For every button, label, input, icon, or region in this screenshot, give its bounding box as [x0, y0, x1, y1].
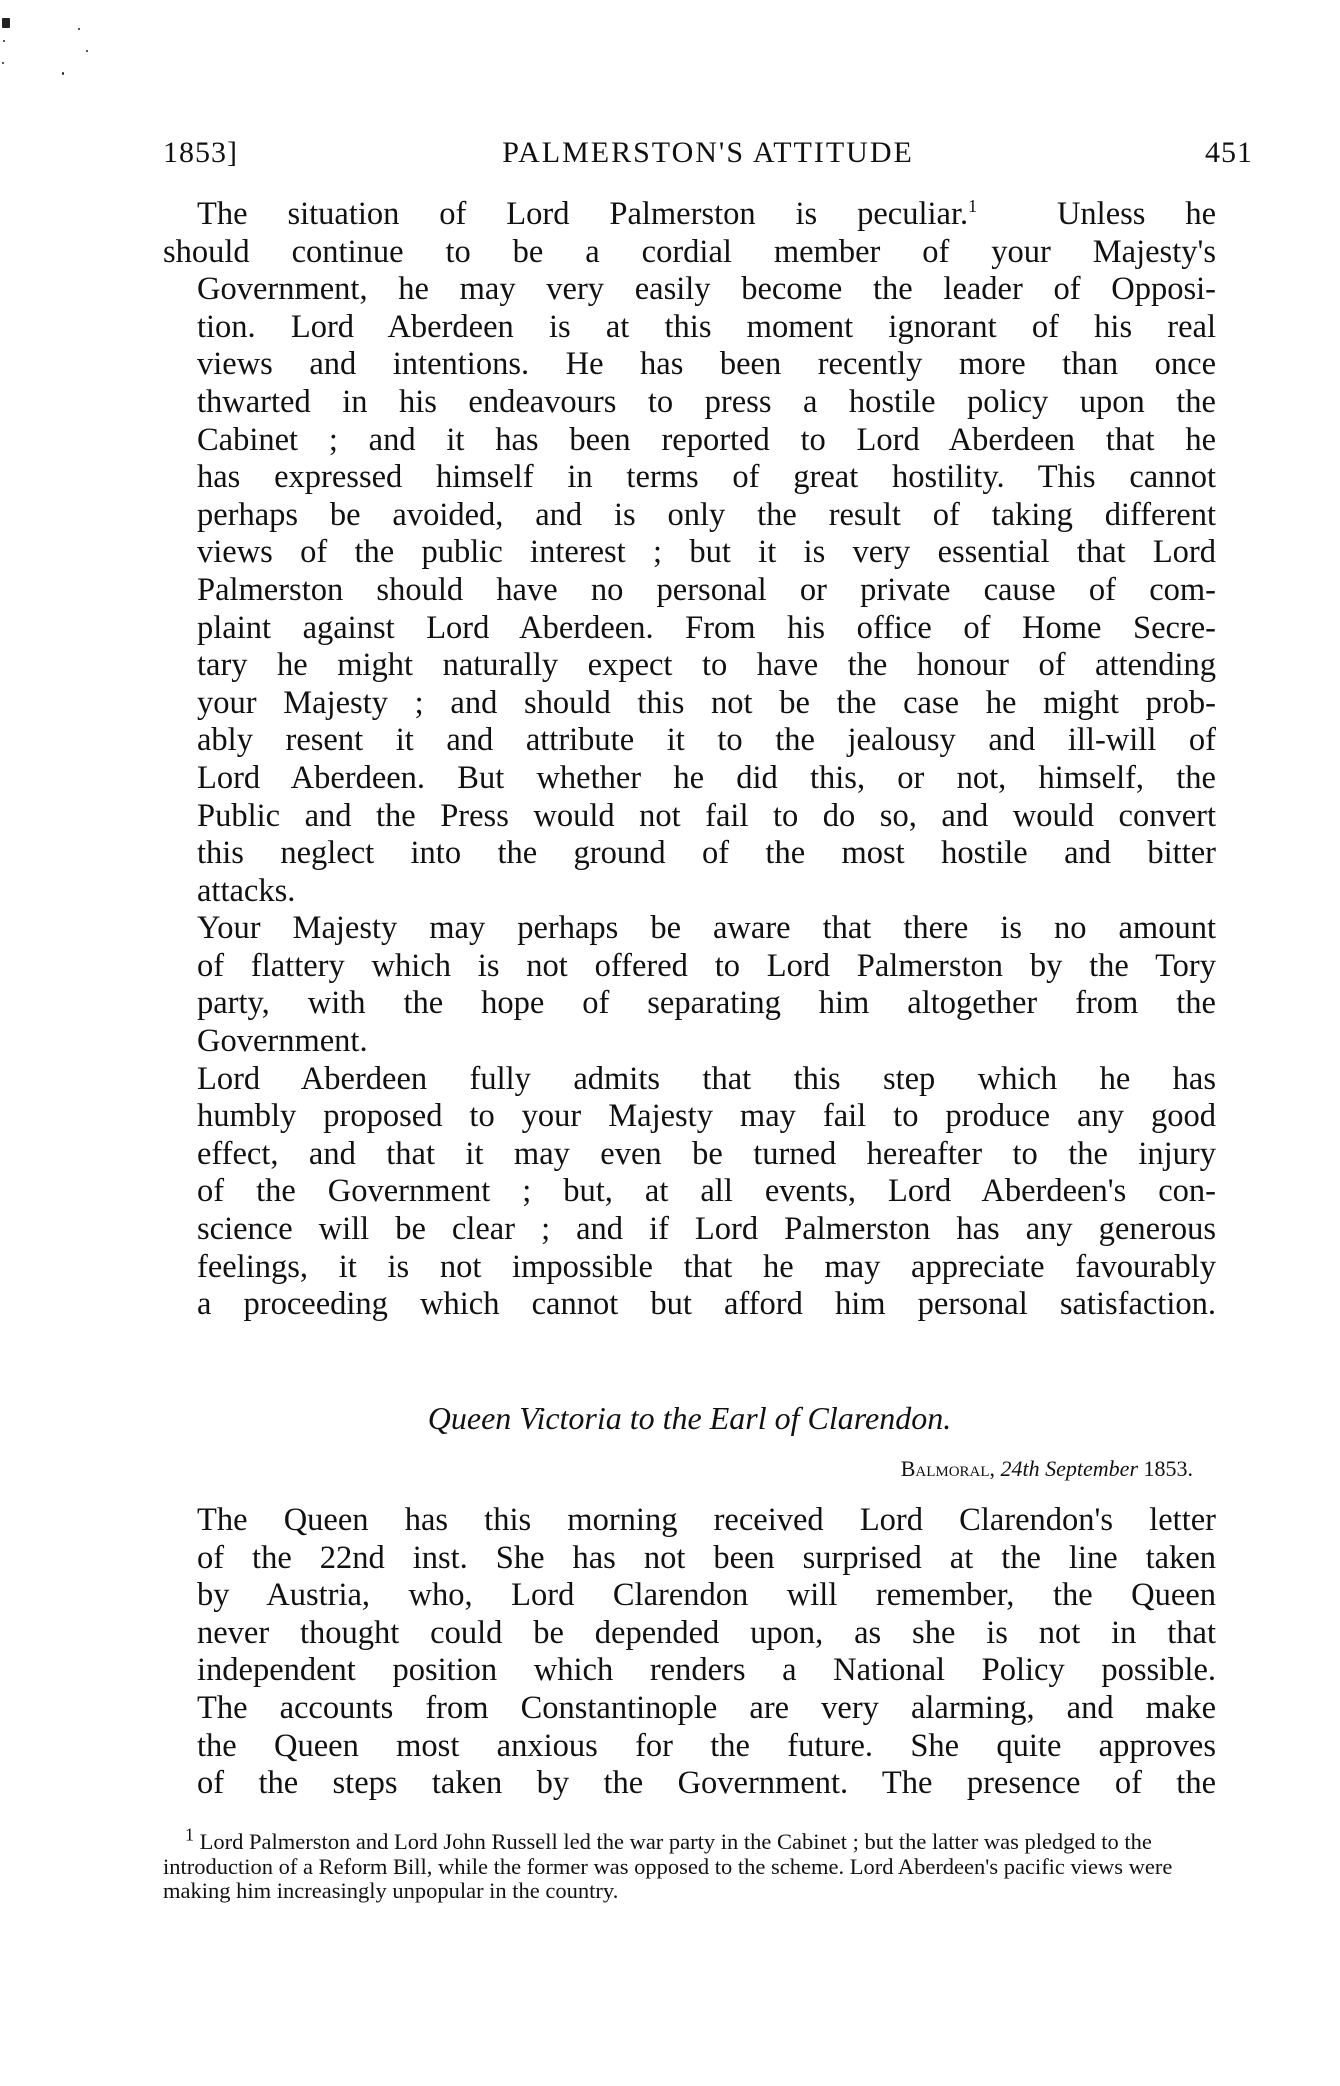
running-header: [163, 136, 1253, 176]
text-line: views and intentions. He has been recently more than once: [197, 346, 1216, 383]
text-line: Palmerston should have no personal or private cause of com-: [197, 571, 1216, 608]
text-line: attacks.: [197, 872, 296, 909]
text-line: Lord Aberdeen fully admits that this step which he has: [197, 1060, 1216, 1097]
text-line: this neglect into the ground of the most hostile and bitter: [197, 835, 1216, 872]
text-line: perhaps be avoided, and is only the result of taking different: [197, 496, 1216, 533]
text-line: Public and the Press would not fail to do so, and would convert: [197, 797, 1216, 834]
text-line: party, with the hope of separating him altogether from the: [197, 985, 1216, 1022]
scan-artifact: [78, 28, 80, 30]
paragraph: [163, 1502, 1216, 1803]
text-line: should continue to be a cordial member of your Majesty's: [163, 233, 1216, 270]
text-line: Your Majesty may perhaps be aware that there is no amount: [197, 910, 1216, 947]
paragraph: [163, 910, 1216, 1060]
header-title: PALMERSTON'S ATTITUDE: [502, 136, 914, 169]
header-year: 1853]: [163, 136, 238, 169]
letter-heading: Queen Victoria to the Earl of Clarendon.: [427, 1400, 952, 1436]
text-line: of flattery which is not offered to Lord Palmerston by the Tory: [197, 947, 1216, 984]
text-line: by Austria, who, Lord Clarendon will remember, the Queen: [197, 1577, 1216, 1614]
text-line: a proceeding which cannot but afford him personal satisfaction.: [197, 1286, 1216, 1323]
text-line: The Queen has this morning received Lord Clarendon's letter: [197, 1502, 1216, 1538]
text-line: the Queen most anxious for the future. She quite approves: [197, 1727, 1216, 1764]
text-line: tion. Lord Aberdeen is at this moment ignorant of his real: [197, 308, 1216, 345]
dateline-date: 24th September: [1000, 1456, 1138, 1481]
paragraph: [163, 1061, 1216, 1324]
text-line: The situation of Lord Palmerston is peculiar.$^1$ Unless he: [197, 196, 1216, 232]
text-line: plaint against Lord Aberdeen. From his office of Home Secre-: [197, 609, 1216, 646]
text-line: Cabinet ; and it has been reported to Lord Aberdeen that he: [197, 421, 1216, 458]
footnote-marker: 1: [185, 1824, 194, 1845]
footnote: [163, 1824, 1216, 1904]
text-line: Lord Aberdeen. But whether he did this, or not, himself, the: [197, 759, 1216, 796]
text-line: tary he might naturally expect to have the honour of attending: [197, 647, 1216, 684]
text-line: feelings, it is not impossible that he may appreciate favourably: [197, 1248, 1216, 1285]
letter-dateline: [163, 1456, 1193, 1482]
text-line: never thought could be depended upon, as she is not in that: [197, 1614, 1216, 1651]
scan-artifact: [3, 40, 5, 42]
text-line: independent position which renders a National Policy possible.: [197, 1652, 1216, 1689]
text-line: science will be clear ; and if Lord Palmerston has any generous: [197, 1211, 1216, 1248]
text-line: The accounts from Constantinople are very alarming, and make: [197, 1689, 1216, 1726]
text-line: has expressed himself in terms of great hostility. This cannot: [197, 459, 1216, 496]
letter-body-1: [163, 196, 1216, 1324]
scan-artifact: [62, 72, 64, 75]
text-line: of the 22nd inst. She has not been surprised at the line taken: [197, 1539, 1216, 1576]
footnote-text: Lord Palmerston and Lord John Russell led the war party in the Cabinet ; but the latter was pledged to the introduction of a Reform Bill, while the former was opposed to the scheme. Lord Aberdeen's pacific views were making him increasingly unpopular in the country.: [163, 1829, 1173, 1903]
text-line: thwarted in his endeavours to press a hostile policy upon the: [197, 383, 1216, 420]
text-line: of the steps taken by the Government. The presence of the: [197, 1765, 1216, 1802]
text-line: of the Government ; but, at all events, Lord Aberdeen's con-: [197, 1173, 1216, 1210]
text-line: effect, and that it may even be turned hereafter to the injury: [197, 1135, 1216, 1172]
text-line: your Majesty ; and should this not be the case he might prob-: [197, 684, 1216, 721]
scan-artifact: [86, 50, 88, 52]
paragraph: [163, 196, 1216, 910]
scan-artifact: [2, 18, 10, 28]
text-line: views of the public interest ; but it is very essential that Lord: [197, 534, 1216, 571]
text-line: Government, he may very easily become the leader of Opposi-: [197, 271, 1216, 308]
letter-body-2: [163, 1502, 1216, 1803]
scan-artifact: [2, 62, 4, 64]
page-number: 451: [1205, 136, 1253, 169]
text-line: humbly proposed to your Majesty may fail to produce any good: [197, 1098, 1216, 1135]
text-line: ably resent it and attribute it to the jealousy and ill-will of: [197, 722, 1216, 759]
footnote-ref[interactable]: 1: [968, 196, 978, 217]
text-line: Government.: [197, 1023, 368, 1060]
dateline-year: 1853.: [1143, 1456, 1193, 1481]
dateline-place: Balmoral,: [900, 1456, 996, 1481]
